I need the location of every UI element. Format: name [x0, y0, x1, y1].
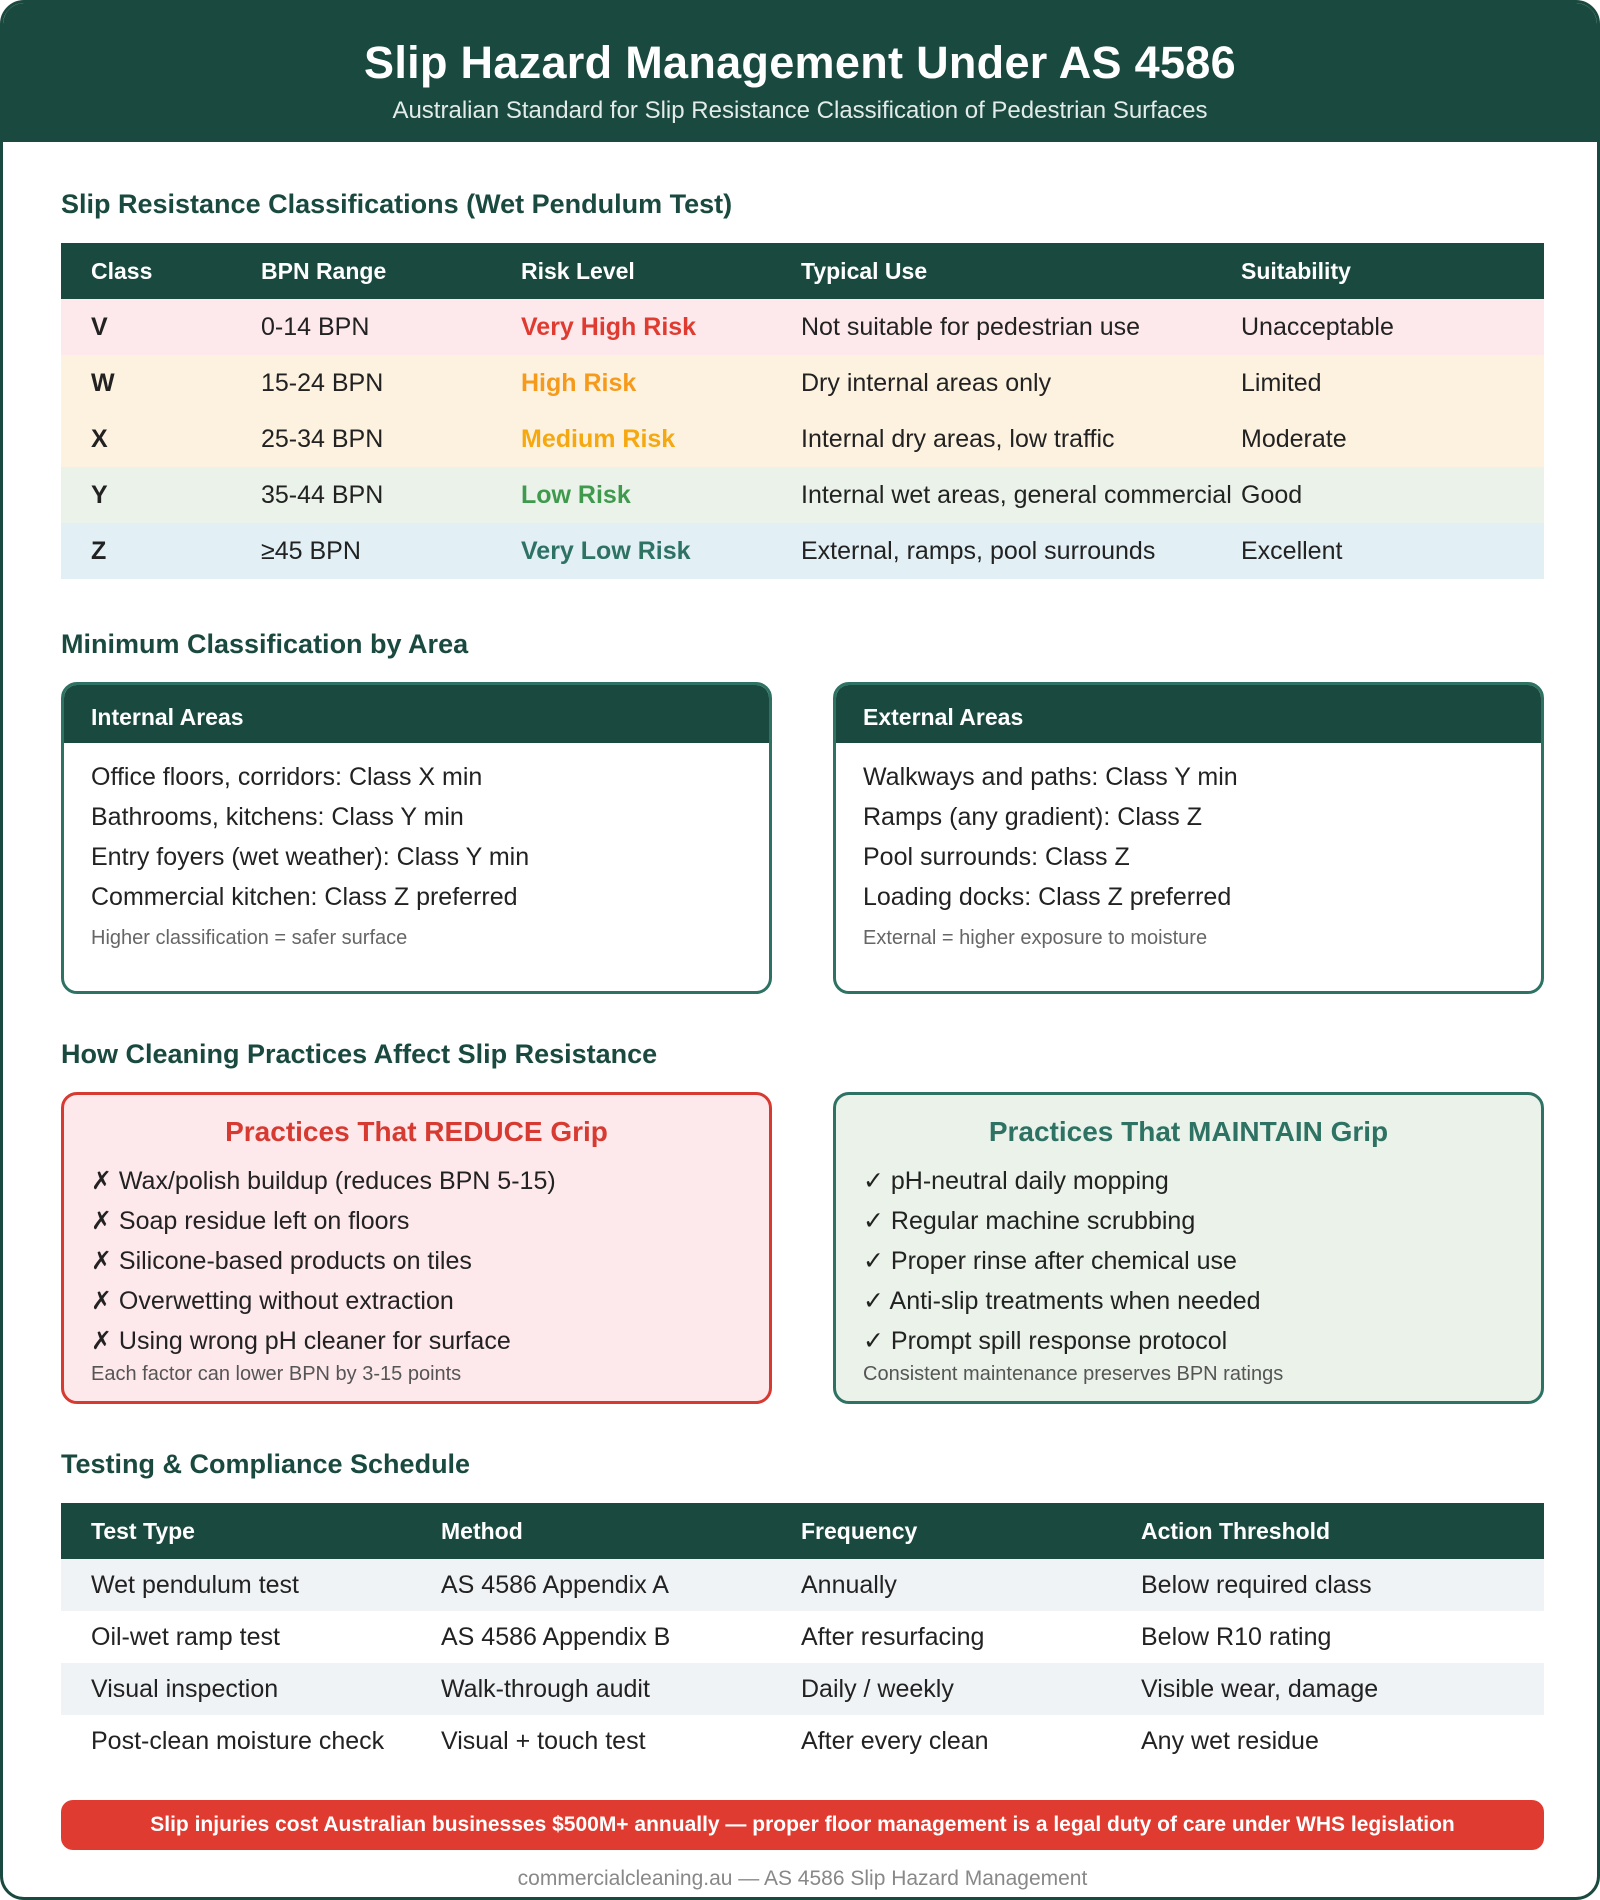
risk-level: High Risk: [521, 368, 637, 397]
suitability: Limited: [1241, 368, 1322, 397]
risk-level: Very Low Risk: [521, 536, 691, 565]
action-threshold: Below required class: [1141, 1570, 1372, 1599]
test-type: Wet pendulum test: [91, 1570, 299, 1599]
list-item: ✗ Wax/polish buildup (reduces BPN 5-15): [91, 1167, 556, 1195]
typical-use: Internal wet areas, general commercial: [801, 480, 1232, 509]
test-type: Visual inspection: [91, 1674, 279, 1703]
card-note: Each factor can lower BPN by 3-15 points: [91, 1363, 462, 1385]
bpn-range: 35-44 BPN: [261, 480, 384, 509]
table-row: [61, 467, 1544, 523]
card-note: Higher classification = safer surface: [91, 927, 408, 949]
class-letter: V: [91, 312, 108, 341]
table-row: [61, 1663, 1544, 1715]
class-letter: X: [91, 424, 108, 453]
footer: commercialcleaning.au — AS 4586 Slip Hazard Management: [517, 1867, 1088, 1890]
typical-use: Not suitable for pedestrian use: [801, 312, 1141, 341]
list-item: Bathrooms, kitchens: Class Y min: [91, 803, 464, 831]
typical-use: Internal dry areas, low traffic: [801, 424, 1115, 453]
table-row: [61, 299, 1544, 355]
list-item: ✗ Using wrong pH cleaner for surface: [91, 1327, 511, 1355]
testing-rows: [61, 1559, 1544, 1767]
column-header: Typical Use: [801, 257, 928, 284]
maintain-grip-card: [833, 1092, 1544, 1404]
suitability: Good: [1241, 480, 1303, 509]
list-item: ✗ Overwetting without extraction: [91, 1287, 454, 1315]
external-areas-title: External Areas: [836, 685, 1541, 743]
risk-level: Medium Risk: [521, 424, 676, 453]
testing-table-header: [61, 1503, 1544, 1559]
classification-rows: [61, 299, 1544, 579]
table-row: [61, 523, 1544, 579]
bpn-range: 15-24 BPN: [261, 368, 384, 397]
action-threshold: Any wet residue: [1141, 1726, 1319, 1755]
test-frequency: Annually: [801, 1570, 897, 1599]
card-note: External = higher exposure to moisture: [863, 927, 1208, 949]
section-title-classifications: Slip Resistance Classifications (Wet Pendulum Test): [61, 189, 733, 219]
internal-areas-card: [61, 682, 772, 994]
table-row: [61, 1715, 1544, 1767]
suitability: Unacceptable: [1241, 312, 1394, 341]
class-letter: Y: [91, 480, 108, 509]
table-row: [61, 1559, 1544, 1611]
section-title-testing: Testing & Compliance Schedule: [61, 1449, 471, 1479]
bpn-range: 25-34 BPN: [261, 424, 384, 453]
suitability: Excellent: [1241, 536, 1343, 565]
external-areas-card: [833, 682, 1544, 994]
risk-level: Low Risk: [521, 480, 631, 509]
list-item: Entry foyers (wet weather): Class Y min: [91, 843, 530, 871]
test-method: AS 4586 Appendix B: [441, 1622, 671, 1651]
column-header: Method: [441, 1517, 523, 1544]
section-title-areas: Minimum Classification by Area: [61, 629, 469, 659]
suitability: Moderate: [1241, 424, 1347, 453]
list-item: ✓ Anti-slip treatments when needed: [863, 1287, 1261, 1315]
test-type: Post-clean moisture check: [91, 1726, 385, 1755]
list-item: ✓ Regular machine scrubbing: [863, 1207, 1196, 1235]
bpn-range: 0-14 BPN: [261, 312, 370, 341]
column-header: Suitability: [1241, 257, 1351, 284]
test-method: AS 4586 Appendix A: [441, 1570, 669, 1599]
list-item: ✓ pH-neutral daily mopping: [863, 1167, 1169, 1195]
header: [3, 3, 1597, 142]
list-item: Ramps (any gradient): Class Z: [863, 803, 1203, 831]
test-frequency: After every clean: [801, 1726, 989, 1755]
column-header: Frequency: [801, 1517, 918, 1544]
list-item: ✗ Silicone-based products on tiles: [91, 1247, 472, 1275]
action-threshold: Below R10 rating: [1141, 1622, 1332, 1651]
test-frequency: After resurfacing: [801, 1622, 985, 1651]
column-header: Action Threshold: [1141, 1517, 1331, 1544]
maintain-grip-title: Practices That MAINTAIN Grip: [988, 1116, 1389, 1147]
class-letter: W: [91, 368, 115, 397]
risk-level: Very High Risk: [521, 312, 697, 341]
list-item: ✗ Soap residue left on floors: [91, 1207, 410, 1235]
testing-table: [61, 1503, 1544, 1767]
table-row: [61, 355, 1544, 411]
reduce-grip-card: [61, 1092, 772, 1404]
classification-table: [61, 243, 1544, 579]
list-item: Pool surrounds: Class Z: [863, 843, 1130, 871]
list-item: Commercial kitchen: Class Z preferred: [91, 883, 518, 911]
list-item: Walkways and paths: Class Y min: [863, 763, 1238, 791]
column-header: Class: [91, 257, 153, 284]
test-frequency: Daily / weekly: [801, 1674, 954, 1703]
internal-areas-title: Internal Areas: [64, 685, 769, 743]
list-item: ✓ Prompt spill response protocol: [863, 1327, 1228, 1355]
table-row: [61, 1611, 1544, 1663]
bpn-range: ≥45 BPN: [261, 536, 361, 565]
column-header: Test Type: [91, 1517, 195, 1544]
list-item: Loading docks: Class Z preferred: [863, 883, 1232, 911]
test-type: Oil-wet ramp test: [91, 1622, 280, 1651]
action-threshold: Visible wear, damage: [1141, 1674, 1379, 1703]
column-header: BPN Range: [261, 257, 387, 284]
page-subtitle: Australian Standard for Slip Resistance Classification of Pedestrian Surfaces: [392, 97, 1208, 124]
class-letter: Z: [91, 536, 107, 565]
list-item: Office floors, corridors: Class X min: [91, 763, 483, 791]
section-title-practices: How Cleaning Practices Affect Slip Resistance: [61, 1039, 658, 1069]
card-note: Consistent maintenance preserves BPN ratings: [863, 1363, 1284, 1385]
test-method: Walk-through audit: [441, 1674, 650, 1703]
warning-banner: Slip injuries cost Australian businesses $500M+ annually — proper floor management is a legal duty of care under WHS legislation: [61, 1800, 1544, 1850]
reduce-grip-title: Practices That REDUCE Grip: [225, 1116, 608, 1147]
page-title: Slip Hazard Management Under AS 4586: [364, 37, 1236, 88]
list-item: ✓ Proper rinse after chemical use: [863, 1247, 1237, 1275]
table-row: [61, 411, 1544, 467]
column-header: Risk Level: [521, 257, 635, 284]
classification-table-header: [61, 243, 1544, 299]
test-method: Visual + touch test: [441, 1726, 646, 1755]
typical-use: Dry internal areas only: [801, 368, 1052, 397]
typical-use: External, ramps, pool surrounds: [801, 536, 1156, 565]
